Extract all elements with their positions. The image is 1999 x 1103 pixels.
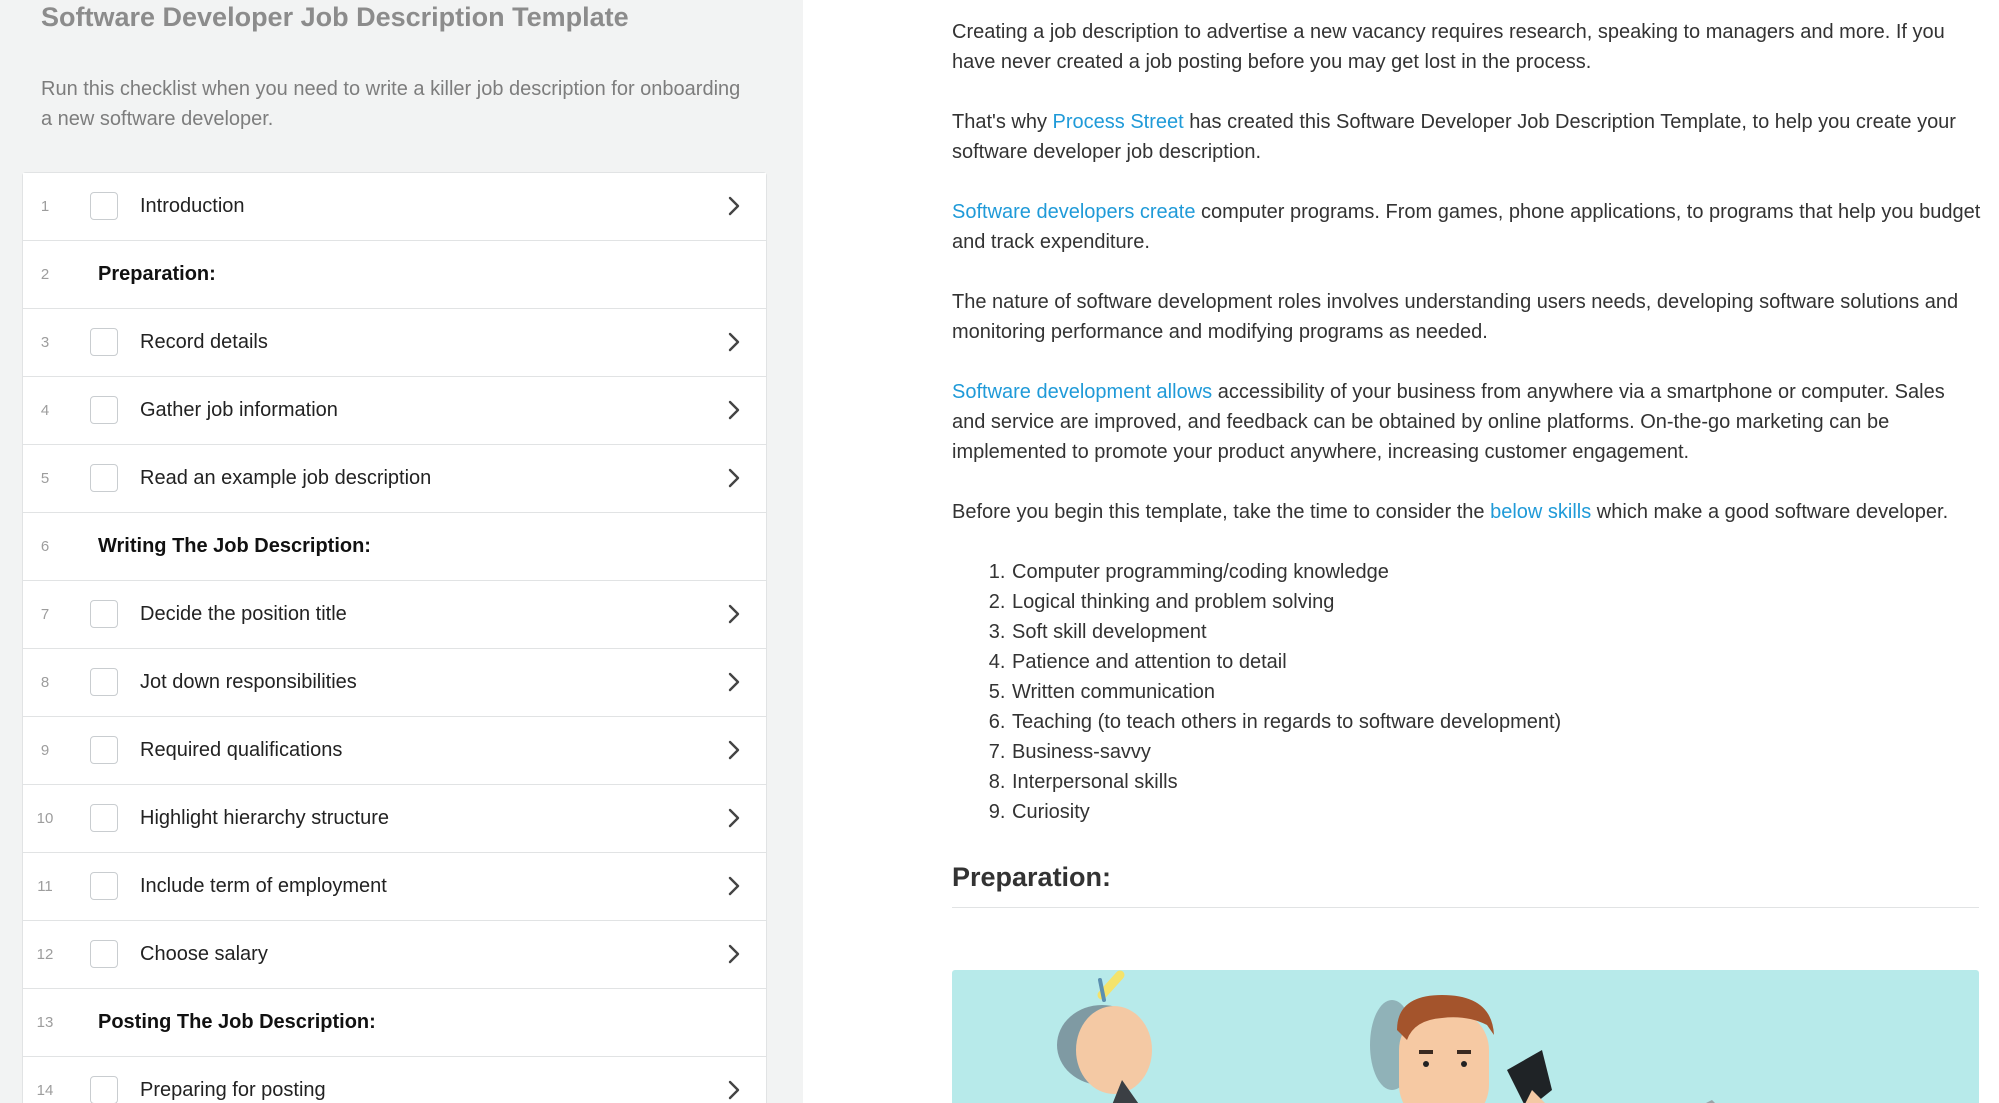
software-developers-create-link[interactable]: Software developers create	[952, 201, 1196, 223]
software-development-allows-link[interactable]: Software development allows	[952, 381, 1213, 403]
task-number: 8	[40, 674, 50, 691]
task-label: Gather job information	[140, 399, 338, 421]
skill-item: 1. Computer programming/coding knowledge	[1011, 557, 1982, 587]
chevron-right-icon[interactable]	[723, 1079, 745, 1101]
task-row[interactable]	[23, 921, 766, 989]
chevron-right-icon[interactable]	[723, 195, 745, 217]
task-checkbox[interactable]	[90, 872, 118, 900]
process-street-link[interactable]: Process Street	[1052, 111, 1184, 133]
task-row[interactable]	[23, 717, 766, 785]
below-skills-link[interactable]: below skills	[1490, 501, 1592, 523]
task-heading	[23, 989, 766, 1057]
task-label: Choose salary	[140, 943, 268, 965]
skill-item: 6. Teaching (to teach others in regards to software development)	[1011, 707, 1982, 737]
skill-item: 4. Patience and attention to detail	[1011, 647, 1982, 677]
preparation-heading: Preparation:	[952, 857, 1979, 908]
eyebrow-shape	[1419, 1050, 1433, 1054]
pen-shape	[1102, 975, 1120, 995]
task-row[interactable]	[23, 581, 766, 649]
task-label: Writing The Job Description:	[98, 535, 371, 557]
template-title: Software Developer Job Description Template	[41, 2, 629, 32]
task-checkbox[interactable]	[90, 804, 118, 832]
task-checkbox[interactable]	[90, 396, 118, 424]
chevron-right-icon[interactable]	[723, 671, 745, 693]
task-heading	[23, 513, 766, 581]
task-row[interactable]	[23, 445, 766, 513]
task-number: 10	[36, 810, 54, 827]
task-content	[952, 17, 1982, 908]
text-span: Before you begin this template, take the time to consider the	[952, 501, 1491, 523]
developers-paragraph	[952, 197, 1982, 257]
process-street-paragraph	[952, 107, 1982, 167]
skill-item: 5. Written communication	[1011, 677, 1982, 707]
task-label: Required qualifications	[140, 739, 343, 761]
checklist-sidebar	[0, 0, 803, 1103]
chevron-right-icon[interactable]	[723, 739, 745, 761]
task-number: 14	[36, 1082, 54, 1099]
task-number: 1	[40, 198, 50, 215]
task-row[interactable]	[23, 377, 766, 445]
text-span: computer programs. From games, phone applications, to programs that help you budget and track expenditure.	[952, 201, 1981, 253]
task-label: Preparing for posting	[140, 1079, 326, 1101]
template-description: Run this checklist when you need to write a killer job description for onboarding a new software developer.	[41, 78, 741, 130]
task-label: Read an example job description	[140, 467, 432, 489]
skill-item: 3. Soft skill development	[1011, 617, 1982, 647]
skills-intro-paragraph	[952, 497, 1982, 527]
task-number: 4	[40, 402, 50, 419]
hand-shape	[1076, 1006, 1152, 1094]
task-checkbox[interactable]	[90, 940, 118, 968]
text-span: accessibility of your business from anywhere via a smartphone or computer. Sales and service are improved, and feedback can be obtained by online platforms. On-the-go marketing can be implemented to promote your product anywhere, increasing customer engagement.	[952, 381, 1945, 463]
task-row[interactable]	[23, 309, 766, 377]
task-checkbox[interactable]	[90, 464, 118, 492]
task-number: 11	[37, 878, 53, 895]
task-row[interactable]	[23, 785, 766, 853]
skills-list	[952, 557, 1982, 827]
task-checkbox[interactable]	[90, 192, 118, 220]
task-row[interactable]	[23, 173, 766, 241]
text-span: has created this Software Developer Job Description Template, to help you create your software developer job description.	[952, 111, 1956, 163]
chevron-right-icon[interactable]	[723, 603, 745, 625]
text-span: That's why	[952, 111, 1053, 133]
task-label: Include term of employment	[140, 875, 387, 897]
chevron-right-icon[interactable]	[723, 331, 745, 353]
task-number: 9	[40, 742, 50, 759]
task-content-pane	[803, 0, 1999, 1103]
chevron-right-icon[interactable]	[723, 467, 745, 489]
task-label: Posting The Job Description:	[98, 1011, 376, 1033]
task-label: Decide the position title	[140, 603, 347, 625]
task-number: 2	[40, 266, 50, 283]
task-heading	[23, 241, 766, 309]
task-label: Jot down responsibilities	[140, 671, 357, 693]
chevron-right-icon[interactable]	[723, 399, 745, 421]
eyebrow-shape	[1457, 1050, 1471, 1054]
task-row[interactable]	[23, 853, 766, 921]
task-checkbox[interactable]	[90, 668, 118, 696]
chevron-right-icon[interactable]	[723, 943, 745, 965]
task-number: 3	[40, 334, 50, 351]
task-label: Highlight hierarchy structure	[140, 807, 389, 829]
task-number: 6	[40, 538, 50, 555]
eye-shape	[1423, 1061, 1429, 1067]
chevron-right-icon[interactable]	[723, 875, 745, 897]
skill-item: 9. Curiosity	[1011, 797, 1982, 827]
intro-paragraph: Creating a job description to advertise a new vacancy requires research, speaking to managers and more. If you have never created a job posting before you may get lost in the process.	[952, 21, 1945, 73]
task-checkbox[interactable]	[90, 1076, 118, 1103]
eye-shape	[1461, 1061, 1467, 1067]
task-label: Introduction	[140, 195, 245, 217]
task-checkbox[interactable]	[90, 328, 118, 356]
task-number: 7	[40, 606, 50, 623]
illustration-graphic	[952, 970, 1979, 1103]
task-label: Record details	[140, 331, 268, 353]
task-list	[22, 172, 767, 1103]
task-row[interactable]	[23, 1057, 766, 1103]
illustration-image	[952, 970, 1979, 1103]
skill-item: 8. Interpersonal skills	[1011, 767, 1982, 797]
task-row[interactable]	[23, 649, 766, 717]
task-number: 13	[36, 1014, 54, 1031]
nature-paragraph: The nature of software development roles involves understanding users needs, developing software solutions and monitoring performance and modifying programs as needed.	[952, 291, 1959, 343]
skill-item: 7. Business-savvy	[1011, 737, 1982, 767]
task-label: Preparation:	[98, 263, 216, 285]
development-paragraph	[952, 377, 1982, 467]
text-span: which make a good software developer.	[1591, 501, 1949, 523]
chevron-right-icon[interactable]	[723, 807, 745, 829]
skill-item: 2. Logical thinking and problem solving	[1011, 587, 1982, 617]
task-number: 12	[36, 946, 54, 963]
task-checkbox[interactable]	[90, 736, 118, 764]
task-number: 5	[40, 470, 50, 487]
task-checkbox[interactable]	[90, 600, 118, 628]
